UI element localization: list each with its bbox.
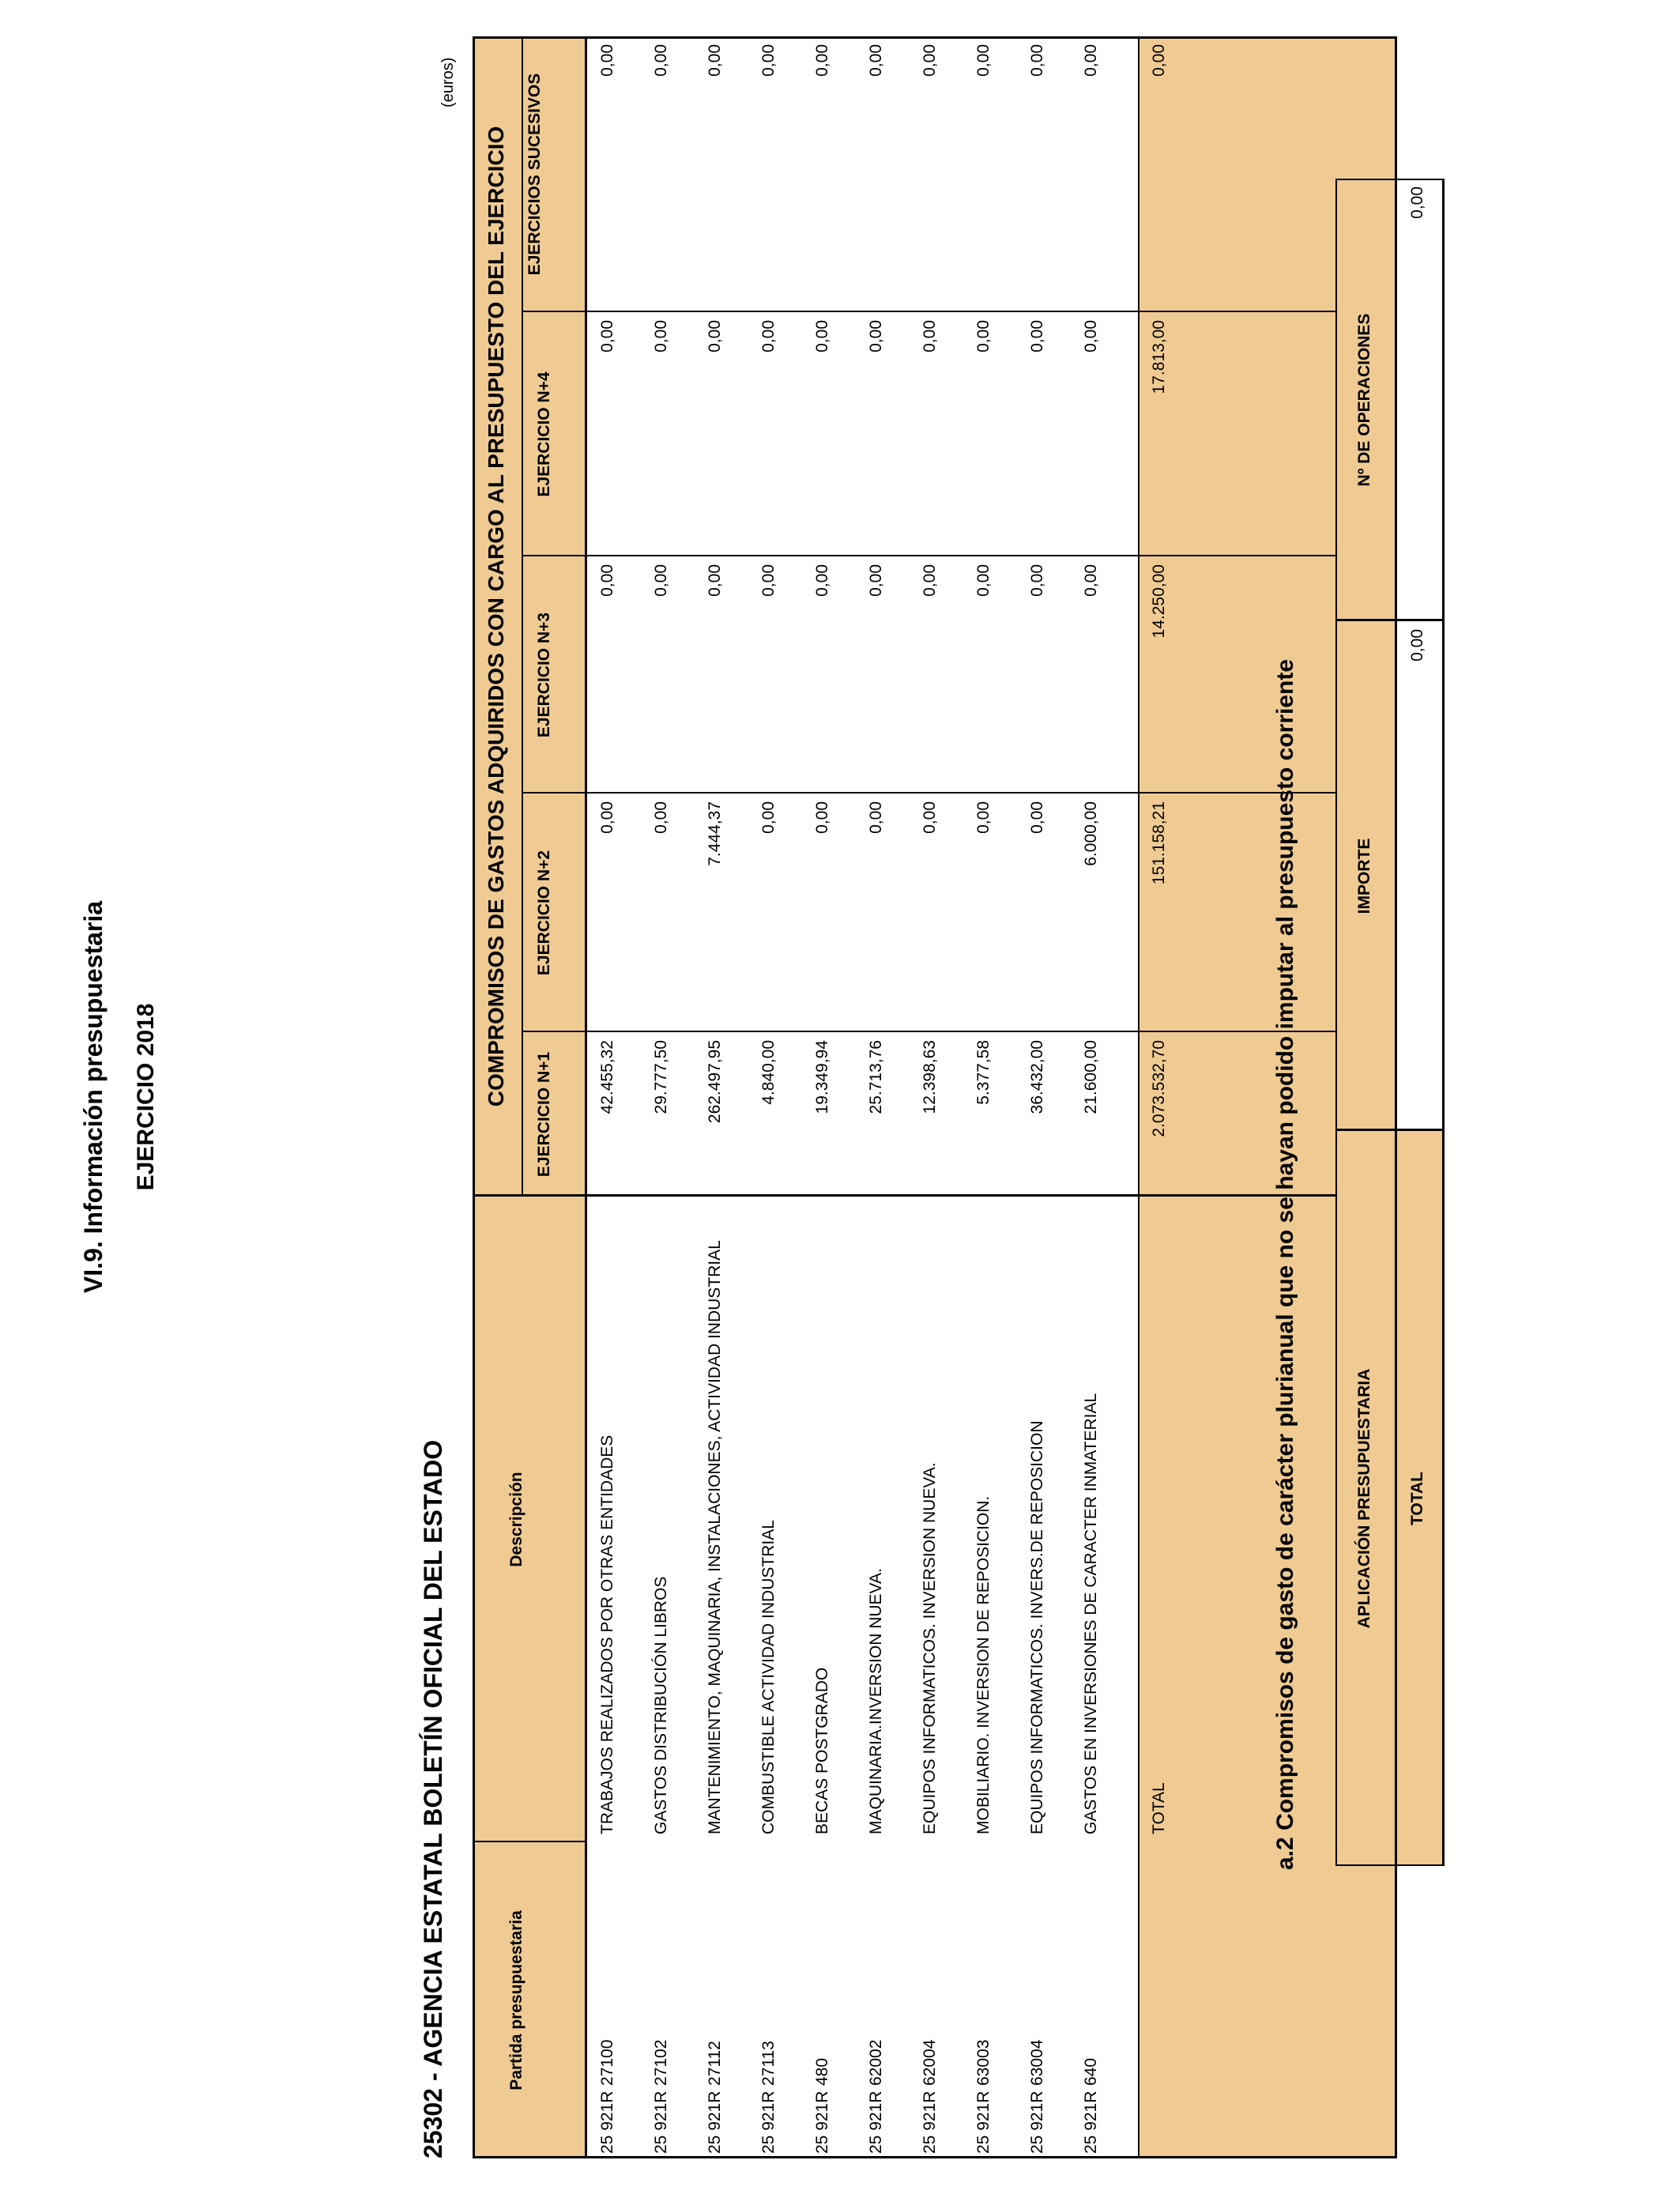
- table2-col-divider: [1335, 619, 1445, 621]
- table2-col-divider: [1335, 1129, 1445, 1131]
- suc-cell: 0,00: [706, 44, 724, 77]
- n4-cell: 0,00: [706, 320, 724, 352]
- sucesivos-col-header: EJERCICIOS SUCESIVOS: [525, 73, 544, 276]
- table2-border-left: [1335, 1864, 1445, 1866]
- n4-cell: 0,00: [974, 320, 993, 352]
- partida-concept: 27100: [598, 2039, 616, 2086]
- suc-cell: 0,00: [813, 44, 831, 77]
- n3-cell: 0,00: [921, 564, 939, 597]
- n4-cell: 0,00: [867, 320, 885, 352]
- n2-cell: 0,00: [974, 801, 993, 834]
- suc-cell: 0,00: [598, 44, 616, 77]
- header-bottom-border: [585, 36, 587, 2158]
- year-title: EJERCICIO 2018: [133, 1003, 159, 1191]
- n4-cell: 0,00: [921, 320, 939, 352]
- n3-cell: 0,00: [1082, 564, 1100, 597]
- n4-col-header: EJERCICIO N+4: [535, 371, 553, 497]
- partida-concept: 63004: [1028, 2039, 1046, 2086]
- total-n4-cell: 17.813,00: [1150, 320, 1168, 394]
- description-cell: GASTOS EN INVERSIONES DE CARACTER INMATERIAL: [1082, 1393, 1100, 1834]
- partida-concept: 27102: [652, 2039, 670, 2086]
- suc-cell: 0,00: [759, 44, 778, 77]
- n1-cell: 36.432,00: [1028, 1040, 1046, 1114]
- operaciones-header: Nº DE OPERACIONES: [1355, 313, 1373, 487]
- partida-prog: 25 921R: [813, 2090, 831, 2154]
- n3-col-header: EJERCICIO N+3: [535, 612, 553, 738]
- description-cell: COMBUSTIBLE ACTIVIDAD INDUSTRIAL: [759, 1520, 778, 1834]
- n3-cell: 0,00: [759, 564, 778, 597]
- n3-cell: 0,00: [706, 564, 724, 597]
- partida-prog: 25 921R: [652, 2090, 670, 2154]
- n4-cell: 0,00: [759, 320, 778, 352]
- table2-header-border: [1395, 179, 1397, 1866]
- partida-concept: 640: [1082, 2057, 1100, 2086]
- partida-prog: 25 921R: [1028, 2090, 1046, 2154]
- partida-prog: 25 921R: [706, 2090, 724, 2154]
- n1-cell: 21.600,00: [1082, 1040, 1100, 1114]
- section-title: VI.9. Información presupuestaria: [79, 900, 107, 1294]
- description-cell: EQUIPOS INFORMATICOS. INVERSION NUEVA.: [921, 1462, 939, 1834]
- n1-col-header: EJERCICIO N+1: [535, 1051, 553, 1178]
- n3-cell: 0,00: [813, 564, 831, 597]
- description-cell: EQUIPOS INFORMATICOS. INVERS.DE REPOSICION: [1028, 1420, 1046, 1834]
- suc-cell: 0,00: [652, 44, 670, 77]
- n3-cell: 0,00: [974, 564, 993, 597]
- descripcion-col-header: Descripción: [507, 1472, 525, 1567]
- group-header-divider: [522, 36, 523, 1197]
- table2-border-top: [1335, 179, 1337, 1866]
- description-cell: MAQUINARIA.INVERSION NUEVA.: [867, 1568, 885, 1834]
- n1-cell: 42.455,32: [598, 1040, 616, 1114]
- n1-cell: 262.497,95: [706, 1040, 724, 1124]
- n2-cell: 0,00: [921, 801, 939, 834]
- n2-cell: 0,00: [759, 801, 778, 834]
- total-suc-cell: 0,00: [1150, 44, 1168, 77]
- table-border-left: [473, 2156, 1397, 2158]
- table2-total-label: TOTAL: [1408, 1471, 1426, 1526]
- suc-cell: 0,00: [921, 44, 939, 77]
- n4-cell: 0,00: [813, 320, 831, 352]
- partida-prog: 25 921R: [867, 2090, 885, 2154]
- partida-concept: 62004: [921, 2039, 939, 2086]
- total-n3-cell: 14.250,00: [1150, 564, 1168, 639]
- n1-cell: 25.713,76: [867, 1040, 885, 1114]
- n1-cell: 12.398,63: [921, 1040, 939, 1114]
- n1-cell: 5.377,58: [974, 1040, 993, 1105]
- table2-border-right: [1335, 179, 1445, 180]
- partida-prog: 25 921R: [759, 2090, 778, 2154]
- importe-header: IMPORTE: [1355, 838, 1373, 914]
- table2-border-bottom: [1442, 179, 1445, 1866]
- n2-cell: 0,00: [813, 801, 831, 834]
- partida-concept: 62002: [867, 2039, 885, 2086]
- total-row-border: [1138, 36, 1139, 2158]
- n1-cell: 29.777,50: [652, 1040, 670, 1114]
- n2-cell: 0,00: [867, 801, 885, 834]
- total-n2-cell: 151.158,21: [1150, 801, 1168, 885]
- suc-cell: 0,00: [867, 44, 885, 77]
- n4-cell: 0,00: [1082, 320, 1100, 352]
- n1-cell: 4.840,00: [759, 1040, 778, 1105]
- n3-cell: 0,00: [867, 564, 885, 597]
- aplicacion-header: APLICACIÓN PRESUPUESTARIA: [1355, 1368, 1373, 1629]
- n2-cell: 6.000,00: [1082, 801, 1100, 866]
- partida-concept: 63003: [974, 2039, 993, 2086]
- total-n1-cell: 2.073.532,70: [1150, 1040, 1168, 1137]
- n2-cell: 0,00: [598, 801, 616, 834]
- units-label: (euros): [439, 57, 457, 107]
- partida-concept: 27112: [706, 2041, 724, 2086]
- description-cell: GASTOS DISTRIBUCIÓN LIBROS: [652, 1576, 670, 1834]
- n4-cell: 0,00: [598, 320, 616, 352]
- description-cell: MOBILIARIO. INVERSION DE REPOSICION.: [974, 1495, 993, 1834]
- total-label: TOTAL: [1150, 1782, 1168, 1834]
- suc-cell: 0,00: [1028, 44, 1046, 77]
- col-divider: [473, 1841, 585, 1842]
- partida-prog: 25 921R: [1082, 2090, 1100, 2154]
- description-cell: TRABAJOS REALIZADOS POR OTRAS ENTIDADES: [598, 1434, 616, 1834]
- table2-operaciones-cell: 0,00: [1408, 187, 1426, 219]
- n2-cell: 7.444,37: [706, 801, 724, 866]
- description-cell: BECAS POSTGRADO: [813, 1667, 831, 1834]
- n4-cell: 0,00: [1028, 320, 1046, 352]
- description-cell: MANTENIMIENTO, MAQUINARIA, INSTALACIONES, ACTIVIDAD INDUSTRIAL: [706, 1240, 724, 1834]
- n1-cell: 19.349,94: [813, 1040, 831, 1114]
- suc-cell: 0,00: [974, 44, 993, 77]
- n3-cell: 0,00: [598, 564, 616, 597]
- n2-cell: 0,00: [1028, 801, 1046, 834]
- partida-col-header: Partida presupuestaria: [507, 1910, 525, 2090]
- n3-cell: 0,00: [1028, 564, 1046, 597]
- partida-concept: 27113: [759, 2041, 778, 2086]
- partida-prog: 25 921R: [921, 2090, 939, 2154]
- partida-prog: 25 921R: [598, 2090, 616, 2154]
- n4-cell: 0,00: [652, 320, 670, 352]
- agency-title: 25302 - AGENCIA ESTATAL BOLETÍN OFICIAL DEL ESTADO: [419, 1439, 447, 2158]
- suc-cell: 0,00: [1082, 44, 1100, 77]
- partida-concept: 480: [813, 2057, 831, 2086]
- group-header: COMPROMISOS DE GASTOS ADQUIRIDOS CON CARGO AL PRESUPUESTO DEL EJERCICIO: [484, 126, 508, 1107]
- table2-importe-cell: 0,00: [1408, 629, 1426, 662]
- table2-title: a.2 Compromisos de gasto de carácter plurianual que no se hayan podido imputar al presupuesto corriente: [1272, 658, 1298, 1870]
- n2-col-header: EJERCICIO N+2: [535, 850, 553, 976]
- n3-cell: 0,00: [652, 564, 670, 597]
- n2-cell: 0,00: [652, 801, 670, 834]
- table-border-right: [473, 36, 1397, 39]
- partida-prog: 25 921R: [974, 2090, 993, 2154]
